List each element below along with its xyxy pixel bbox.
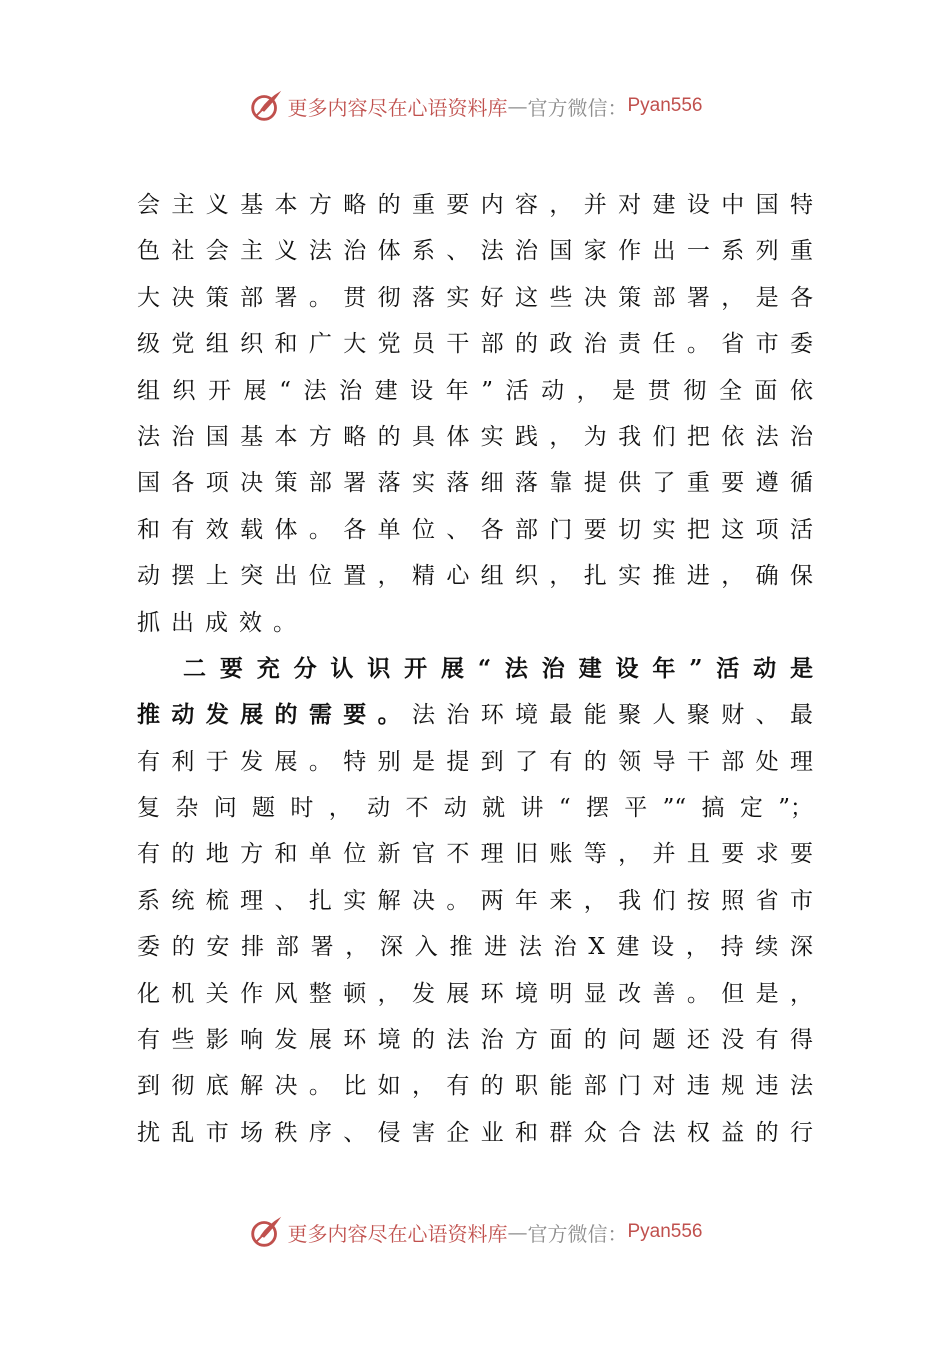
- body-line: 和有效载体。各单位、各部门要切实把这项活: [137, 516, 813, 543]
- quill-logo-icon: [247, 87, 285, 125]
- footer-dash: —: [507, 1220, 528, 1244]
- body-line: 到彻底解决。比如，有的职能部门对违规违法: [137, 1073, 813, 1100]
- body-line: 会主义基本方略的重要内容，并对建设中国特: [137, 192, 813, 218]
- section-heading-tail: 推动发展的需要。: [137, 701, 412, 729]
- body-line: 法治国基本方略的具体实践，为我们把依法治: [137, 423, 813, 450]
- body-line-rest: 法治环境最能聚人聚财、最: [411, 702, 814, 729]
- body-line: 有利于发展。特别是提到了有的领导干部处理: [137, 748, 813, 775]
- quill-logo-icon: [247, 1213, 285, 1251]
- watermark-header: [0, 86, 950, 126]
- section-heading: 二要充分认识开展“法治建设年”活动是: [183, 654, 813, 682]
- body-line: 有些影响发展环境的法治方面的问题还没有得: [137, 1027, 813, 1054]
- body-line: [137, 692, 813, 738]
- body-line: 动摆上突出位置，精心组织，扎实推进，确保: [137, 563, 813, 590]
- header-brand-text: 更多内容尽在心语资料库: [287, 95, 508, 120]
- body-line: 国各项决策部署落实落细落靠提供了重要遵循: [137, 470, 813, 497]
- header-wechat-label: 官方微信：: [527, 95, 628, 120]
- body-line: 大决策部署。贯彻落实好这些决策部署，是各: [137, 284, 813, 311]
- footer-brand-text: 更多内容尽在心语资料库: [287, 1221, 508, 1246]
- header-dash: —: [507, 94, 528, 118]
- body-line: 色社会主义法治体系、法治国家作出一系列重: [137, 238, 813, 265]
- body-line: 化机关作风整顿，发展环境明显改善。但是，: [137, 980, 813, 1007]
- document-body: [137, 182, 813, 1156]
- body-line: 委的安排部署，深入推进法治X建设，持续深: [137, 934, 813, 961]
- header-wechat-id: Pyan556: [627, 95, 703, 116]
- watermark-footer: [0, 1212, 950, 1252]
- footer-wechat-id: Pyan556: [627, 1221, 703, 1242]
- footer-wechat-label: 官方微信：: [527, 1221, 628, 1246]
- body-line: 系统梳理、扎实解决。两年来，我们按照省市: [137, 887, 813, 914]
- body-line: 有的地方和单位新官不理旧账等，并且要求要: [137, 841, 813, 868]
- body-line: 抓出成效。: [137, 609, 307, 636]
- body-line: 复杂问题时，动不动就讲“摆平”“搞定”；: [137, 795, 813, 822]
- body-line: 级党组织和广大党员干部的政治责任。省市委: [137, 331, 813, 358]
- body-line: 扰乱市场秩序、侵害企业和群众合法权益的行: [137, 1119, 813, 1146]
- body-line: 组织开展“法治建设年”活动，是贯彻全面依: [137, 377, 813, 404]
